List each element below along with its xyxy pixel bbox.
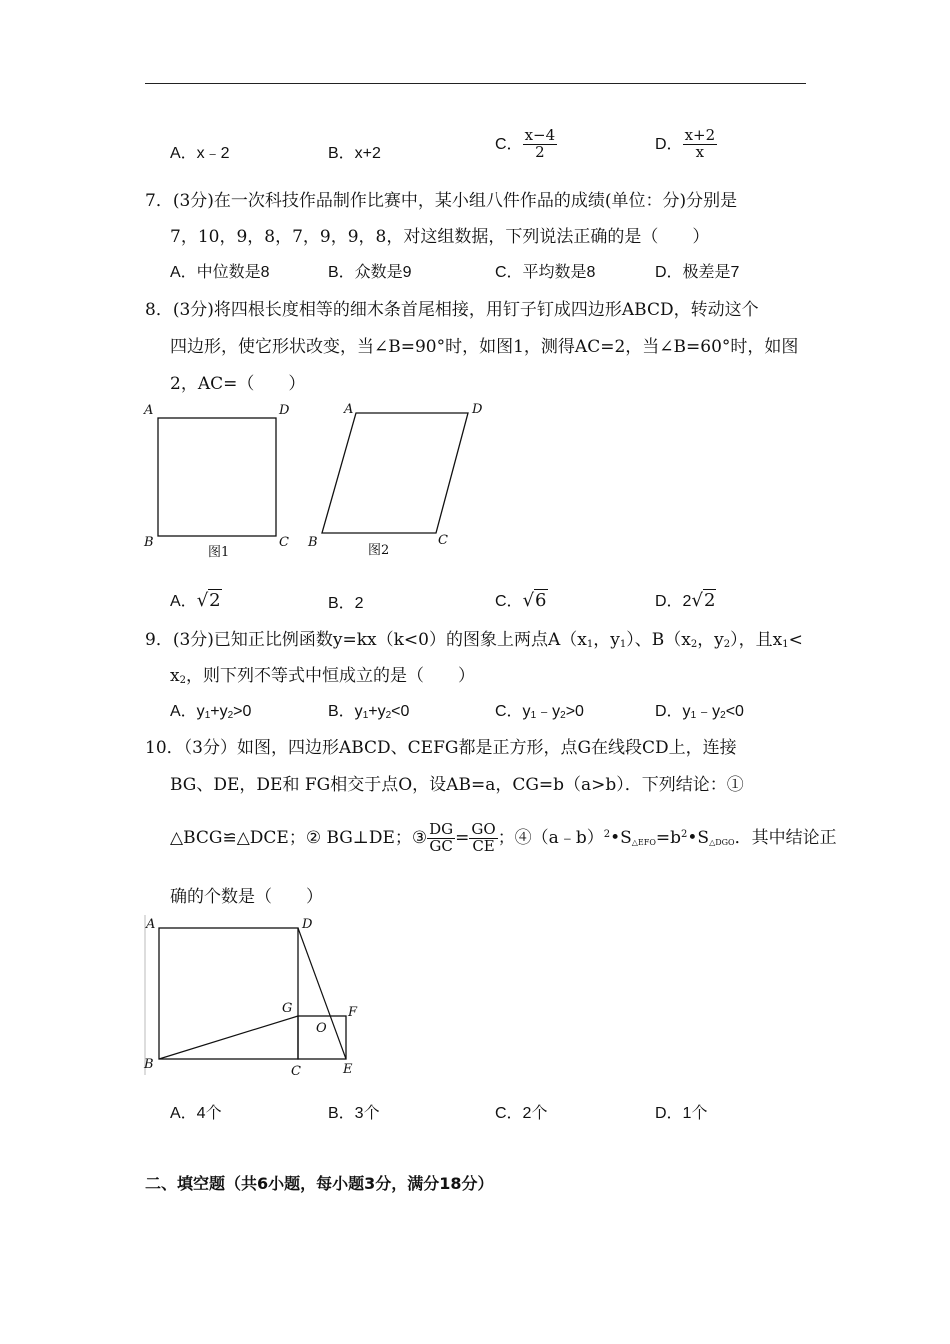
- sqrt-icon: √6: [522, 590, 547, 611]
- square-abcd: [159, 928, 298, 1059]
- subscript: 1: [362, 710, 369, 721]
- q8-option-b[interactable]: B．2: [328, 595, 364, 612]
- sqrt-icon: √2: [691, 590, 716, 611]
- q8-c-radicand: 6: [535, 590, 547, 611]
- q10-line1: 10．（3分）如图，四边形ABCD、CEFG都是正方形，点G在线段CD上，连接: [145, 738, 737, 758]
- header-rule: [145, 83, 806, 84]
- q10-line4: 确的个数是（ ）: [170, 887, 323, 907]
- q9-text: ，y: [697, 630, 724, 650]
- q10-option-c[interactable]: C．2个: [495, 1105, 548, 1122]
- subscript: 1: [619, 639, 627, 650]
- subscript: △DGO: [709, 837, 735, 847]
- denominator: GC: [429, 836, 453, 855]
- q6-option-d-fraction: [683, 128, 718, 161]
- superscript: 2: [603, 828, 611, 840]
- q10-text: •S: [610, 827, 632, 848]
- q6-option-c-fraction: [523, 128, 558, 161]
- subscript: 2: [227, 710, 234, 721]
- q6-c-denominator: 2: [535, 142, 545, 161]
- q9-text: ，则下列不等式中恒成立的是（ ）: [185, 666, 475, 686]
- numerator: DG: [429, 820, 454, 838]
- q9-option-c[interactable]: [495, 698, 584, 721]
- q10-fraction-go-ce: [469, 822, 497, 855]
- q8-line2: 四边形，使它形状改变，当∠B=90°时，如图1，测得AC=2，当∠B=60°时，如图: [170, 337, 799, 357]
- q10-text: •S: [687, 827, 710, 848]
- label-a: A: [146, 917, 156, 932]
- q6-option-b[interactable]: B．x+2: [328, 145, 381, 162]
- segment-bg: [159, 1016, 298, 1059]
- q7-line1: 7．(3分)在一次科技作品制作比赛中，某小组八件作品的成绩(单位：分)分别是: [145, 191, 738, 211]
- superscript: 2: [681, 828, 688, 840]
- q8-option-c-label: C．: [495, 593, 523, 610]
- q9-option-a[interactable]: [170, 698, 251, 721]
- fig2-label-d: D: [472, 402, 483, 417]
- q10-line2: BG、DE，DE和 FG相交于点O，设AB=a，CG=b（a>b）．下列结论：①: [170, 775, 744, 795]
- figure-1-square: [143, 403, 290, 560]
- q8-line1: 8．(3分)将四根长度相等的细木条首尾相接，用钉子钉成四边形ABCD，转动这个: [145, 300, 759, 320]
- opt-text: B．y: [328, 703, 363, 720]
- opt-text: <0: [391, 703, 410, 720]
- fig1-square-shape: [158, 418, 276, 536]
- opt-text: >0: [233, 703, 252, 720]
- q10-option-b[interactable]: B．3个: [328, 1105, 380, 1122]
- q7-option-c[interactable]: C．平均数是8: [495, 264, 596, 281]
- q8-figures: [140, 398, 500, 563]
- q6-option-d[interactable]: [655, 128, 717, 161]
- fig1-label-a: A: [144, 403, 154, 418]
- fig1-label-c: C: [279, 535, 289, 550]
- opt-text: D．y: [655, 703, 691, 720]
- q9-option-b[interactable]: [328, 698, 409, 721]
- q10-text: =: [455, 827, 470, 848]
- q6-option-c-label: C．: [495, 135, 523, 153]
- label-c: C: [291, 1064, 301, 1079]
- subscript: 1: [530, 710, 537, 721]
- segment-de: [298, 928, 346, 1059]
- subscript: 1: [782, 639, 789, 650]
- fig2-label-a: A: [344, 402, 354, 417]
- label-e: E: [343, 1062, 353, 1077]
- q6-option-a[interactable]: A．x﹣2: [170, 145, 230, 162]
- q8-option-a[interactable]: [170, 588, 222, 611]
- q10-line3: [170, 822, 837, 855]
- label-b: B: [144, 1057, 154, 1072]
- q8-option-d-label: D．2: [655, 593, 692, 610]
- q8-a-radicand: 2: [209, 590, 221, 611]
- q10-text: ；④（a﹣b）: [497, 827, 604, 848]
- fig2-label-c: C: [438, 533, 448, 548]
- q6-option-d-label: D．: [655, 135, 683, 153]
- fig2-rhombus-shape: [322, 413, 468, 533]
- subscript: 1: [586, 639, 594, 650]
- figure-2-rhombus: [307, 402, 483, 558]
- q8-option-a-label: A．: [170, 593, 197, 610]
- q9-text: 9．(3分)已知正比例函数y=kx（k<0）的图象上两点A（x: [145, 630, 587, 650]
- sqrt-icon: √2: [196, 590, 221, 611]
- q9-text: ，y: [593, 630, 620, 650]
- label-f: F: [348, 1005, 358, 1020]
- label-g: G: [282, 1001, 293, 1016]
- opt-text: ﹣y: [696, 703, 721, 720]
- q6-c-numerator: x−4: [524, 126, 556, 144]
- subscript: 2: [179, 675, 186, 686]
- opt-text: <0: [725, 703, 744, 720]
- q10-fraction-dg-gc: [427, 822, 455, 855]
- q10-text: △BCG≌△DCE；② BG⊥DE；③: [170, 827, 428, 848]
- opt-text: +y: [368, 703, 386, 720]
- opt-text: ﹣y: [536, 703, 561, 720]
- subscript: 2: [723, 639, 731, 650]
- q10-text: ．其中结论正: [734, 827, 837, 848]
- fig2-caption: 图2: [368, 543, 390, 558]
- numerator: GO: [471, 820, 496, 838]
- label-d: D: [302, 917, 313, 932]
- q8-option-d[interactable]: [655, 588, 716, 611]
- q9-text: x: [170, 666, 180, 686]
- q8-option-c[interactable]: [495, 588, 548, 611]
- q9-line1: [145, 625, 803, 650]
- q8-d-radicand: 2: [703, 590, 716, 611]
- opt-text: A．y: [170, 703, 205, 720]
- section-2-heading: 二、填空题（共6小题，每小题3分，满分18分）: [145, 1174, 494, 1193]
- fig1-label-b: B: [144, 535, 154, 550]
- fig2-label-b: B: [308, 535, 318, 550]
- subscript: 2: [720, 710, 726, 721]
- subscript: 1: [204, 710, 211, 721]
- q9-text: <: [788, 630, 803, 650]
- q7-option-a[interactable]: A．中位数是8: [170, 264, 270, 281]
- opt-text: +y: [210, 703, 228, 720]
- label-o: O: [316, 1021, 327, 1036]
- opt-text: C．y: [495, 703, 531, 720]
- subscript: 2: [560, 710, 566, 721]
- q9-text: ）、B（x: [626, 630, 691, 650]
- q9-option-d[interactable]: [655, 698, 744, 721]
- subscript: △EFO: [631, 837, 656, 847]
- denominator: CE: [472, 836, 495, 855]
- q10-option-d[interactable]: D．1个: [655, 1105, 708, 1122]
- q6-option-c[interactable]: [495, 128, 557, 161]
- q9-text: ），且x: [730, 630, 783, 650]
- opt-text: >0: [565, 703, 584, 720]
- subscript: 2: [385, 710, 392, 721]
- q8-line3: 2，AC=（ ）: [170, 374, 306, 394]
- q7-line2: 7，10，9，8，7，9，9，8，对这组数据，下列说法正确的是（ ）: [170, 227, 710, 247]
- fig1-caption: 图1: [208, 545, 230, 560]
- q10-option-a[interactable]: A．4个: [170, 1105, 222, 1122]
- subscript: 2: [690, 639, 698, 650]
- q7-option-b[interactable]: B．众数是9: [328, 264, 412, 281]
- q9-line2: [170, 661, 475, 686]
- q7-option-d[interactable]: D．极差是7: [655, 264, 740, 281]
- fig1-label-d: D: [279, 403, 290, 418]
- q10-text: =b: [655, 827, 682, 848]
- q6-d-numerator: x+2: [684, 126, 716, 144]
- subscript: 1: [690, 710, 697, 721]
- q10-figure: [140, 910, 370, 1085]
- q6-d-denominator: x: [695, 142, 705, 161]
